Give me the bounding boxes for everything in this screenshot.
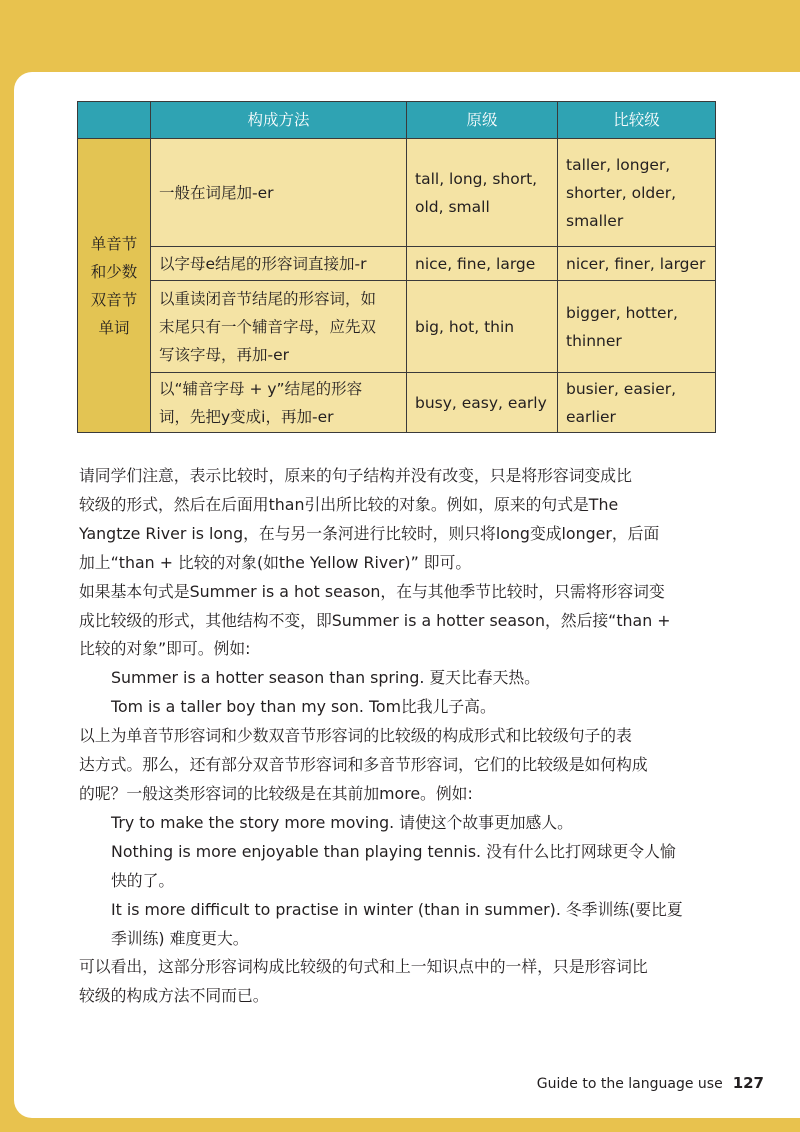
text-line: 加上“than + 比较的对象(如the Yellow River)” 即可。	[79, 552, 472, 572]
category-line: 单词	[98, 318, 130, 337]
text-line: 以上为单音节形容词和少数双音节形容词的比较级的构成形式和比较级句子的表	[79, 726, 632, 746]
example-sentence	[79, 896, 691, 954]
table-row	[78, 281, 716, 373]
text-line: Summer is a hotter season than spring. 夏天比春天热。	[111, 668, 540, 688]
cell-line: busy, easy, early	[415, 393, 547, 412]
cell-line: 写该字母，再加-er	[159, 345, 290, 364]
cell-line: 词，先把y变成i，再加-er	[159, 407, 334, 426]
cell-line: smaller	[566, 211, 624, 230]
table-cell-method	[151, 247, 407, 281]
text-line: 可以看出，这部分形容词构成比较级的句式和上一知识点中的一样，只是形容词比	[79, 957, 648, 977]
text-line: 比较的对象”即可。例如:	[79, 639, 251, 659]
table-cell-positive	[407, 139, 558, 247]
example-sentence	[79, 809, 691, 838]
cell-line: 以“辅音字母 + y”结尾的形容	[159, 379, 363, 398]
text-line: Nothing is more enjoyable than playing tennis. 没有什么比打网球更令人愉	[111, 841, 676, 861]
table-cell-positive	[407, 373, 558, 433]
text-line: 成比较级的形式，其他结构不变，即Summer is a hotter season，然后接“than +	[79, 610, 671, 630]
cell-line: earlier	[566, 407, 616, 426]
cell-line: taller, longer,	[566, 155, 671, 174]
table-cell-comparative	[558, 247, 716, 281]
table-body	[78, 139, 716, 433]
footer-title: Guide to the language use	[536, 1076, 723, 1092]
table-header-row	[78, 102, 716, 139]
cell-line: thinner	[566, 331, 622, 350]
table-cell-method	[151, 139, 407, 247]
category-line: 单音节	[90, 234, 138, 253]
cell-line: big, hot, thin	[415, 317, 515, 336]
table-cell-comparative	[558, 139, 716, 247]
text-line: Try to make the story more moving. 请使这个故事更加感人。	[111, 812, 573, 832]
page-number: 127	[732, 1074, 764, 1092]
text-line: 请同学们注意，表示比较时，原来的句子结构并没有改变，只是将形容词变成比	[79, 466, 632, 485]
category-line: 双音节	[90, 290, 138, 309]
table-header-comparative: 比较级	[558, 102, 716, 139]
cell-line: nicer, finer, larger	[566, 254, 706, 273]
table-cell-positive	[407, 281, 558, 373]
text-line: 如果基本句式是Summer is a hot season，在与其他季节比较时，只需将形容词变	[79, 581, 665, 601]
table-row	[78, 373, 716, 433]
paragraph	[79, 953, 691, 1011]
example-sentence	[79, 838, 691, 896]
table-cell-comparative	[558, 373, 716, 433]
table-cell-comparative	[558, 281, 716, 373]
text-line: 季训练) 难度更大。	[111, 928, 249, 948]
text-line: 快的了。	[111, 870, 175, 890]
text-line: Tom is a taller boy than my son. Tom比我儿子高。	[111, 697, 496, 717]
table-cell-method	[151, 281, 407, 373]
page-footer	[537, 1074, 764, 1092]
example-sentence	[79, 693, 691, 722]
paragraph	[79, 462, 691, 578]
text-line: Yangtze River is long，在与另一条河进行比较时，则只将long变成longer，后面	[79, 523, 660, 543]
cell-line: busier, easier,	[566, 379, 677, 398]
table-cell-method	[151, 373, 407, 433]
text-line: 的呢？一般这类形容词的比较级是在其前加more。例如:	[79, 783, 473, 803]
table-cell-positive	[407, 247, 558, 281]
cell-line: nice, fine, large	[415, 254, 536, 273]
category-line: 和少数	[90, 262, 138, 281]
cell-line: shorter, older,	[566, 183, 677, 202]
explanation-text	[79, 462, 691, 1011]
example-sentence	[79, 664, 691, 693]
text-line: It is more difficult to practise in winter (than in summer). 冬季训练(要比夏	[111, 899, 683, 919]
text-line: 较级的形式，然后在后面用than引出所比较的对象。例如，原来的句式是The	[79, 494, 619, 514]
cell-line: old, small	[415, 197, 490, 216]
table-row	[78, 139, 716, 247]
table-category-cell	[78, 139, 151, 433]
table-row	[78, 247, 716, 281]
cell-line: 以字母e结尾的形容词直接加-r	[159, 254, 367, 273]
table-header-category	[78, 102, 151, 139]
cell-line: 一般在词尾加-er	[159, 183, 274, 202]
table-header-positive: 原级	[407, 102, 558, 139]
paragraph	[79, 578, 691, 665]
text-line: 达方式。那么，还有部分双音节形容词和多音节形容词，它们的比较级是如何构成	[79, 755, 648, 775]
text-line: 较级的构成方法不同而已。	[79, 986, 269, 1006]
paragraph	[79, 722, 691, 809]
cell-line: 末尾只有一个辅音字母，应先双	[159, 317, 377, 336]
cell-line: 以重读闭音节结尾的形容词，如	[159, 289, 377, 308]
comparative-rules-table	[77, 101, 716, 433]
table-header-method: 构成方法	[151, 102, 407, 139]
cell-line: tall, long, short,	[415, 169, 538, 188]
cell-line: bigger, hotter,	[566, 303, 678, 322]
